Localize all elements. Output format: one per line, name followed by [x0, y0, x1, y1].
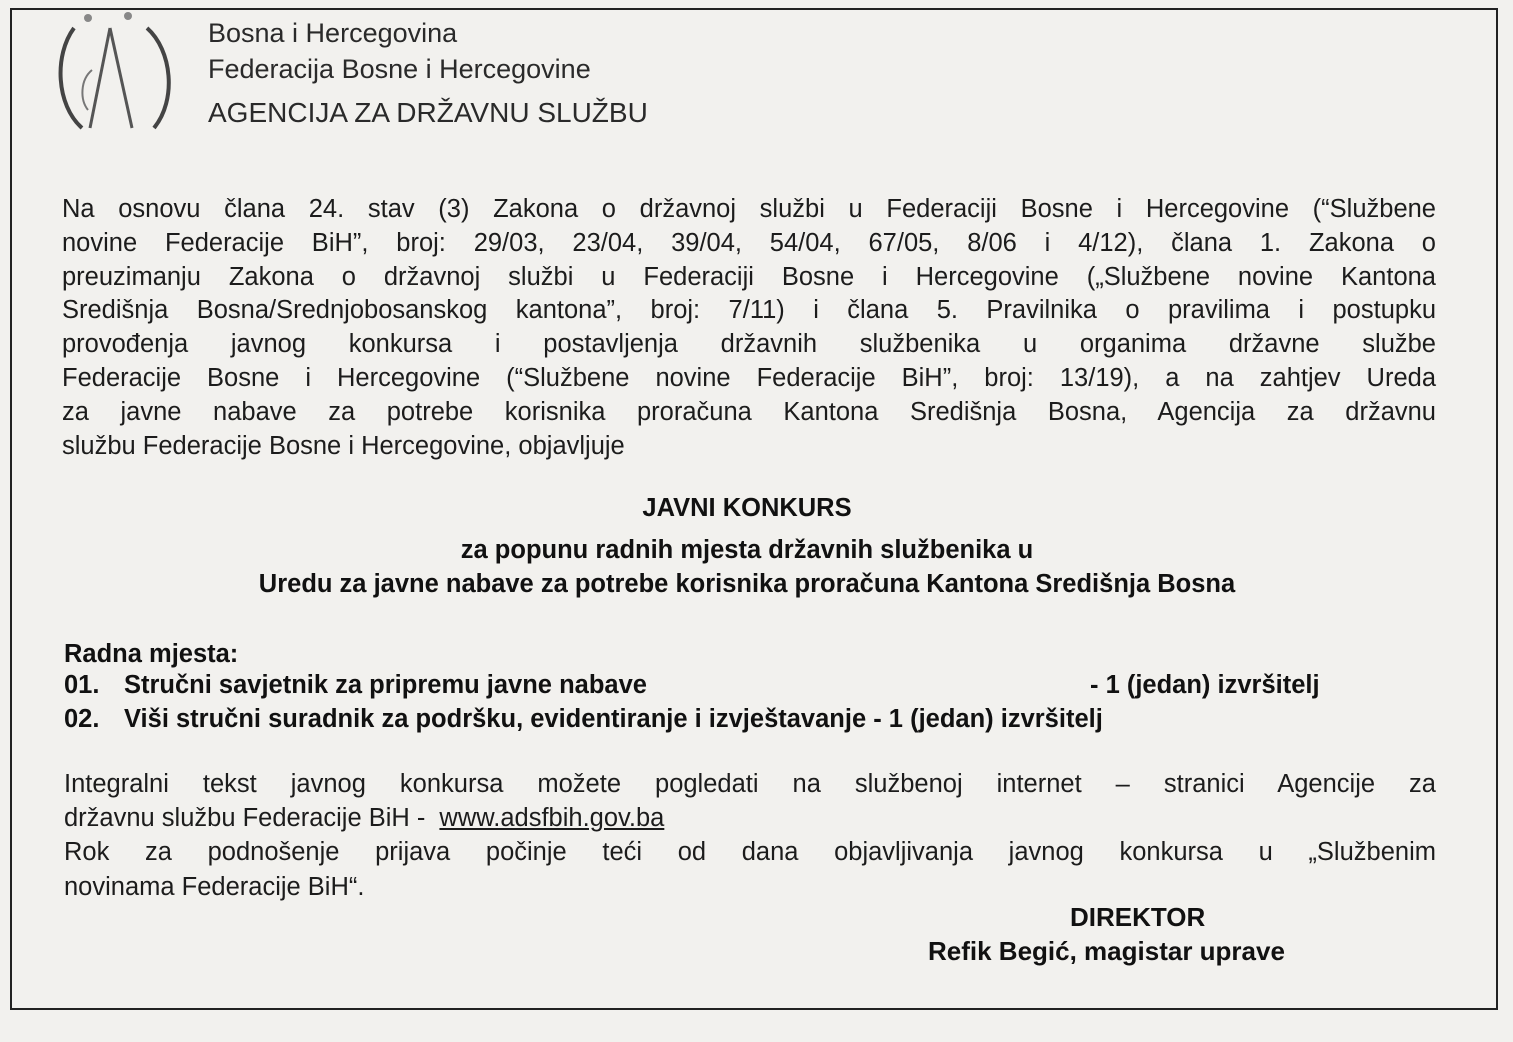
competition-office: Uredu za javne nabave za potrebe korisnika proračuna Kantona Središnja Bosna: [258, 570, 1236, 598]
agency-logo: [52, 10, 187, 135]
info-paragraph: [64, 767, 1436, 904]
info-line: [64, 801, 1436, 835]
intro-line: Središnja Bosna/Srednjobosanskog kantona”, broj: 7/11) i člana 5. Pravilnika o pravilima i postupku: [62, 296, 1436, 325]
intro-line: Na osnovu člana 24. stav (3) Zakona o državnoj službi u Federaciji Bosne i Hercegovine (“Službene: [62, 195, 1436, 223]
intro-line: službu Federacije Bosne i Hercegovine, objavljuje: [62, 431, 625, 460]
position-count: - 1 (jedan) izvršitelj: [1090, 671, 1320, 699]
position-item: [64, 671, 647, 700]
competition-title: JAVNI KONKURS: [642, 494, 852, 522]
positions-heading: Radna mjesta:: [64, 640, 239, 668]
header-entity: Federacija Bosne i Hercegovine: [208, 54, 591, 84]
header-agency: AGENCIJA ZA DRŽAVNU SLUŽBU: [208, 97, 648, 128]
intro-line: za javne nabave za potrebe korisnika proračuna Kantona Središnja Bosna, Agencija za državnu: [62, 397, 1436, 426]
info-line: novinama Federacije BiH“.: [64, 872, 365, 901]
signature-name: Refik Begić, magistar uprave: [928, 936, 1285, 966]
intro-line: preuzimanju Zakona o državnoj službi u Federaciji Bosne i Hercegovine („Službene novine Kantona: [62, 262, 1436, 291]
info-line: Integralni tekst javnog konkursa možete pogledati na službenoj internet – stranici Agencije za: [64, 770, 1436, 798]
signature-role: DIREKTOR: [1070, 902, 1206, 932]
legal-basis-paragraph: [62, 193, 1436, 463]
intro-line: provođenja javnog konkursa i postavljenja državnih službenika u organima državne službe: [62, 330, 1436, 359]
header-country: Bosna i Hercegovina: [208, 18, 458, 48]
competition-subtitle: za popunu radnih mjesta državnih službenika u: [460, 536, 1034, 564]
info-line: Rok za podnošenje prijava počinje teći od dana objavljivanja javnog konkursa u „Službenim: [64, 838, 1436, 867]
position-number: 01.: [64, 671, 100, 699]
position-name: Viši stručni suradnik za podršku, evidentiranje i izvještavanje: [124, 705, 867, 733]
position-name: Stručni savjetnik za pripremu javne nabave: [124, 671, 647, 699]
info-line-text: državnu službu Federacije BiH -: [64, 804, 426, 833]
website-link[interactable]: www.adsfbih.gov.ba: [439, 804, 665, 833]
position-number: 02.: [64, 705, 100, 733]
intro-line: Federacije Bosne i Hercegovine (“Službene novine Federacije BiH”, broj: 13/19), a na zahtjev Ureda: [62, 363, 1436, 392]
position-item: [64, 705, 1103, 734]
intro-line: novine Federacije BiH”, broj: 29/03, 23/04, 39/04, 54/04, 67/05, 8/06 i 4/12), člana 1. Zakona o: [62, 228, 1436, 257]
position-count: - 1 (jedan) izvršitelj: [873, 705, 1103, 733]
